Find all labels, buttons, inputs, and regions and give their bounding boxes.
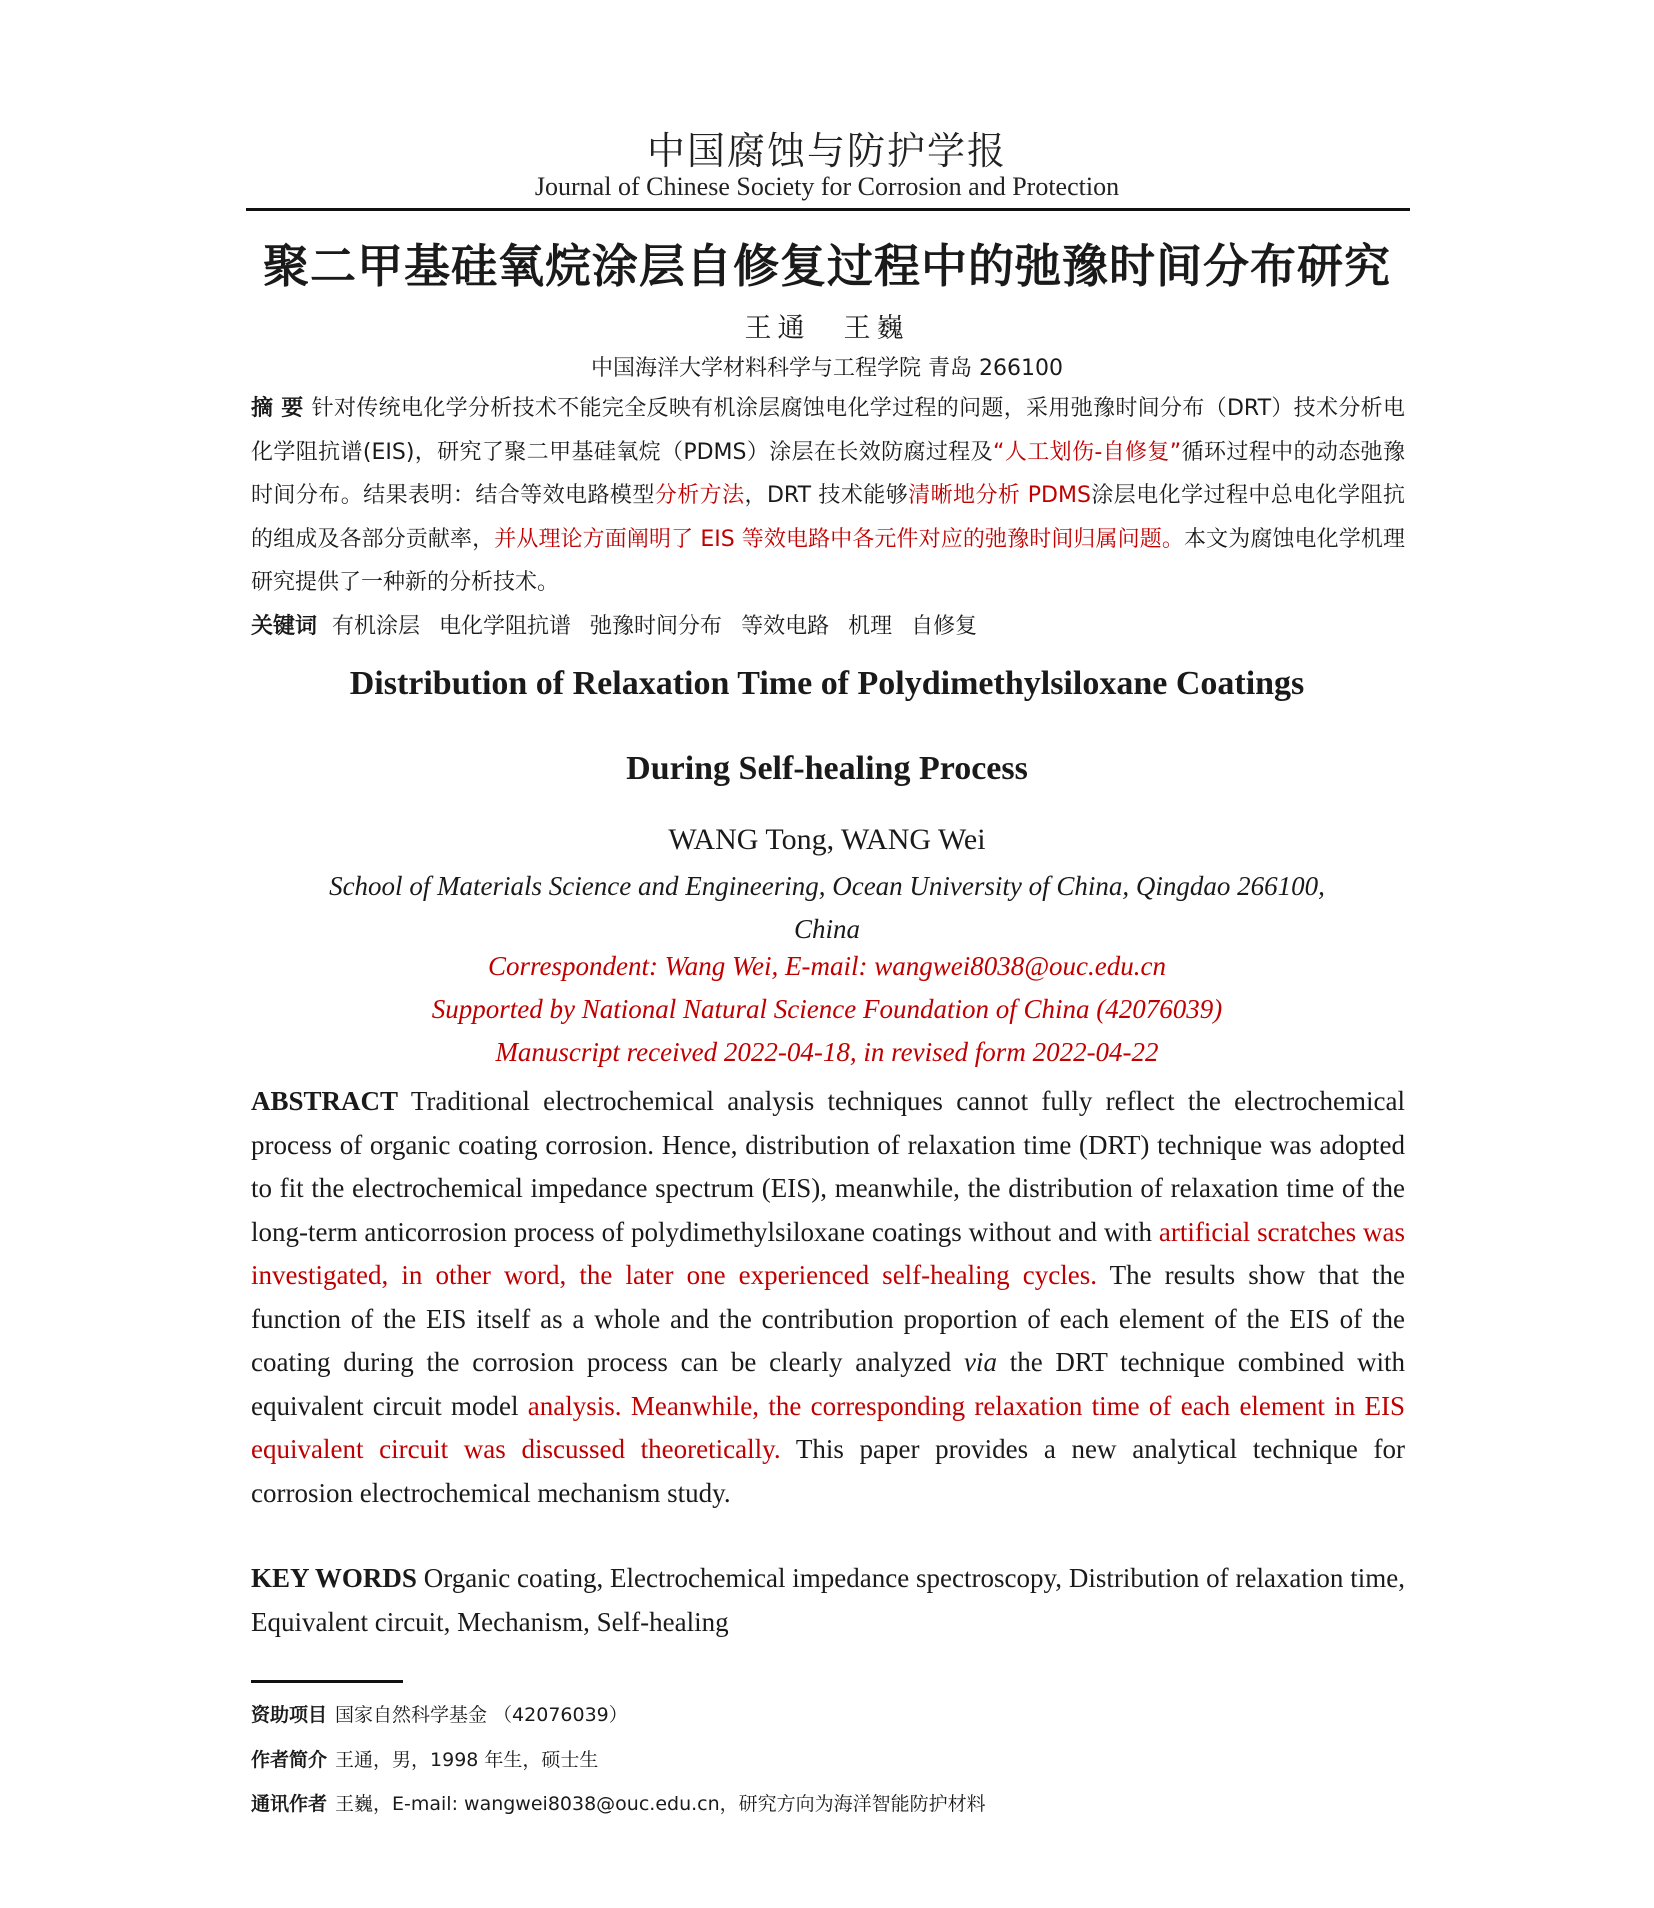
- footnote-correspondent: [251, 1789, 986, 1816]
- abstract-en: [251, 1080, 1405, 1515]
- keyword-cn: 有机涂层: [332, 614, 421, 639]
- footnote-divider: [251, 1680, 403, 1683]
- keywords-cn-label: 关键词: [251, 614, 318, 639]
- abstract-en-highlight: analysis. Meanwhile, the corresponding relaxation time of each element in EIS equivalent circuit was discussed theoretically.: [251, 1390, 1405, 1464]
- abstract-en-text: the DRT technique combined with equivalent circuit model: [251, 1347, 1405, 1421]
- footnote-funding: [251, 1700, 628, 1727]
- keyword-cn: 自修复: [911, 614, 978, 639]
- keyword-cn: 等效电路: [741, 614, 830, 639]
- abstract-cn-text: 涂层电化学过程中总电化学阻抗的组成及各部分贡献率，: [251, 483, 1405, 552]
- journal-name-cn: 中国腐蚀与防护学报: [646, 129, 1007, 173]
- footnote-correspondent-text: 王巍，E-mail: wangwei8038@ouc.edu.cn，研究方向为海洋智能防护材料: [335, 1793, 986, 1815]
- funding-en: Supported by National Natural Science Foundation of China (42076039): [431, 994, 1223, 1024]
- abstract-en-text: This paper provides a new analytical technique for corrosion electrochemical mechanism study.: [251, 1434, 1405, 1508]
- keywords-en: [251, 1557, 1405, 1644]
- footnote-funding-label: 资助项目: [251, 1704, 328, 1726]
- paper-title-en-line-1: Distribution of Relaxation Time of Polydimethylsiloxane Coatings: [349, 665, 1305, 702]
- keyword-cn: 弛豫时间分布: [590, 614, 723, 639]
- authors-cn: 王通 王巍: [744, 313, 910, 344]
- keyword-cn: 电化学阻抗谱: [439, 614, 572, 639]
- affiliation-en: [0, 865, 1654, 951]
- abstract-cn-highlight: 分析方法: [654, 483, 745, 508]
- received-date-en: Manuscript received 2022-04-18, in revised form 2022-04-22: [495, 1037, 1159, 1067]
- abstract-en-text: The results show that the function of the EIS itself as a whole and the contribution proportion of each element of the EIS of the coating during the corrosion process can be clearly analyzed: [251, 1260, 1405, 1377]
- abstract-cn-highlight: “人工划伤-自修复”: [993, 439, 1182, 465]
- abstract-en-text: Traditional electrochemical analysis techniques cannot fully reflect the electrochemical process of organic coating corrosion. Hence, distribution of relaxation time (DRT) technique was adopted to fit the electrochemical impedance spectrum (EIS), meanwhile, the distribution of relaxation time of the long-term anticorrosion process of polydimethylsiloxane coatings without and with: [251, 1086, 1405, 1247]
- affiliation-en-line-2: China: [793, 914, 860, 944]
- paper-title-en-line-2: During Self-healing Process: [626, 750, 1028, 787]
- abstract-cn-label: 摘 要: [251, 396, 304, 421]
- abstract-cn-text: ，DRT 技术能够: [744, 483, 909, 508]
- footnote-funding-text: 国家自然科学基金 （42076039）: [335, 1704, 628, 1726]
- keywords-en-label: KEY WORDS: [251, 1563, 417, 1593]
- footnote-author-label: 作者简介: [251, 1749, 328, 1771]
- keywords-en-text: Organic coating, Electrochemical impedance spectroscopy, Distribution of relaxation time, Equivalent circuit, Mechanism, Self-healing: [251, 1563, 1405, 1637]
- abstract-en-label: ABSTRACT: [251, 1086, 399, 1116]
- abstract-cn-text: 本文为腐蚀电化学机理研究提供了一种新的分析技术。: [251, 526, 1405, 595]
- header-divider: [246, 208, 1410, 211]
- abstract-cn-highlight: 并从理论方面阐明了 EIS 等效电路中各元件对应的弛豫时间归属问题。: [494, 526, 1184, 552]
- affiliation-en-line-1: School of Materials Science and Engineering, Ocean University of China, Qingdao 266100,: [329, 871, 1325, 901]
- abstract-cn-highlight: 清晰地分析 PDMS: [908, 483, 1091, 508]
- abstract-cn-text: 针对传统电化学分析技术不能完全反映有机涂层腐蚀电化学过程的问题，采用弛豫时间分布（DRT）技术分析电化学阻抗谱(EIS)，研究了聚二甲基硅氧烷（PDMS）涂层在长效防腐过程及: [251, 396, 1405, 465]
- authors-en: WANG Tong, WANG Wei: [668, 823, 986, 856]
- abstract-cn: [251, 387, 1405, 605]
- correspondent-en: Correspondent: Wang Wei, E-mail: wangwei8038@ouc.edu.cn: [487, 951, 1167, 981]
- journal-name-en: Journal of Chinese Society for Corrosion and Protection: [534, 172, 1120, 201]
- footnote-correspondent-label: 通讯作者: [251, 1793, 328, 1815]
- abstract-en-via: via: [963, 1347, 997, 1377]
- footnote-author-text: 王通，男，1998 年生，硕士生: [335, 1749, 599, 1771]
- abstract-cn-text: 循环过程中的动态弛豫时间分布。结果表明：结合等效电路模型: [251, 439, 1405, 508]
- affiliation-cn: 中国海洋大学材料科学与工程学院 青岛 266100: [591, 356, 1063, 381]
- paper-title-cn: 聚二甲基硅氧烷涂层自修复过程中的弛豫时间分布研究: [263, 239, 1391, 293]
- keywords-cn: [251, 605, 1405, 649]
- abstract-en-highlight: artificial scratches was investigated, in other word, the later one experienced self-healing cycles.: [251, 1216, 1405, 1290]
- footnote-author: [251, 1745, 598, 1772]
- keyword-cn: 机理: [848, 614, 893, 639]
